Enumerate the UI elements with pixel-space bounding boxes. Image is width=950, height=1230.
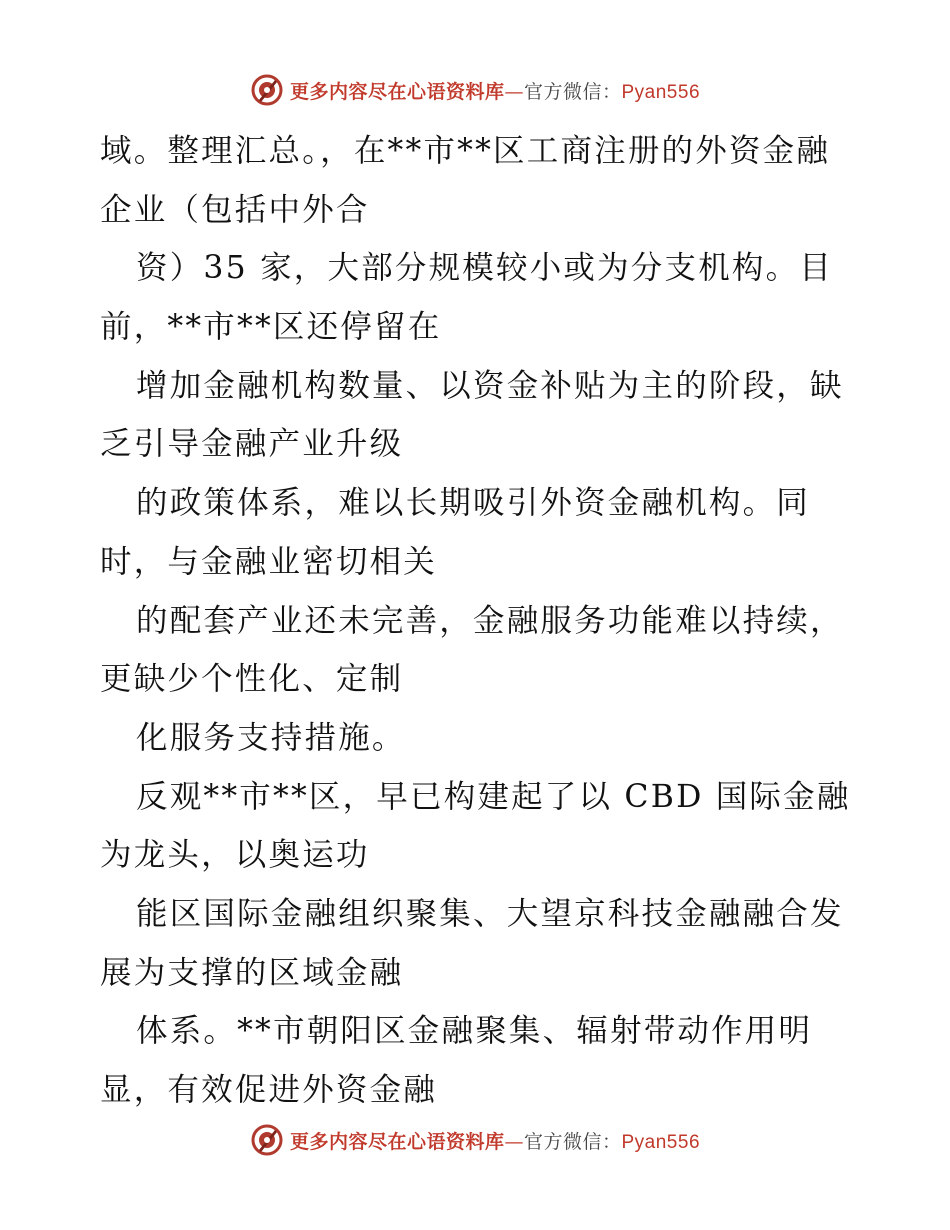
- text-line: 的政策体系，难以长期吸引外资金融机构。同: [136, 485, 811, 522]
- footer-watermark: [0, 1120, 950, 1160]
- text-line: 展为支撑的区域金融: [100, 954, 404, 991]
- header-watermark: [0, 70, 950, 110]
- text-line: 域。整理汇总。，在**市**区工商注册的外资金融: [100, 133, 831, 169]
- banner-dash: —: [504, 80, 524, 103]
- logo-icon: [250, 73, 284, 107]
- banner-wechat-handle: Pyan556: [621, 81, 701, 103]
- text-line: 更缺少个性化、定制: [100, 661, 404, 698]
- text-line: 能区国际金融组织聚集、大望京科技金融融合发: [136, 895, 844, 932]
- text-line: 资）35 家，大部分规模较小或为分支机构。目: [136, 250, 833, 287]
- text-line: 时，与金融业密切相关: [100, 543, 438, 580]
- banner-title: 更多内容尽在心语资料库: [289, 1130, 505, 1153]
- banner-wechat-handle: Pyan556: [621, 1131, 701, 1153]
- text-line: 体系。**市朝阳区金融聚集、辐射带动作用明: [136, 1013, 813, 1050]
- text-line: 增加金融机构数量、以资金补贴为主的阶段，缺: [136, 367, 844, 404]
- text-line: 企业（包括中外合: [100, 191, 370, 228]
- banner-dash: —: [504, 1130, 524, 1153]
- text-line: 反观**市**区，早已构建起了以 CBD 国际金融: [136, 778, 851, 815]
- logo-icon: [250, 1123, 284, 1157]
- banner-title: 更多内容尽在心语资料库: [289, 80, 505, 103]
- text-line: 乏引导金融产业升级: [100, 426, 404, 463]
- banner-wechat-label: 官方微信：: [523, 1130, 622, 1153]
- text-line: 为龙头，以奥运功: [100, 837, 370, 874]
- banner-wechat-label: 官方微信：: [523, 80, 622, 103]
- document-body: [100, 122, 860, 1120]
- text-line: 前，**市**区还停留在: [100, 309, 442, 346]
- text-line: 显，有效促进外资金融: [100, 1072, 438, 1108]
- text-line: 化服务支持措施。: [136, 719, 406, 756]
- text-line: 的配套产业还未完善，金融服务功能难以持续，: [136, 602, 844, 639]
